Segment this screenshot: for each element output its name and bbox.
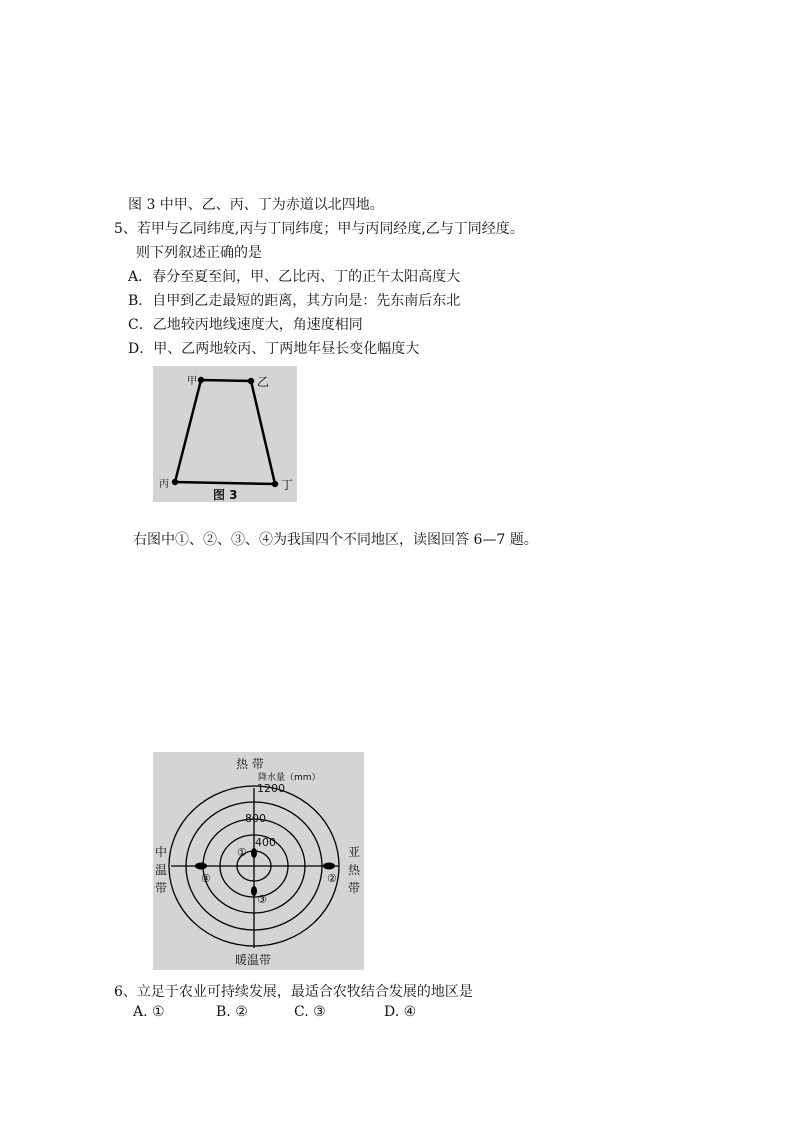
label-jia: 甲 <box>187 376 197 387</box>
label-mid-temperate-3: 带 <box>155 881 168 895</box>
label-subtropical-1: 亚 <box>348 845 361 859</box>
label-tropical: 热 带 <box>236 757 264 771</box>
point-jia <box>198 377 204 383</box>
q6-options <box>133 1003 416 1021</box>
point-1-label: ① <box>237 846 247 859</box>
tick-800: 800 <box>245 812 266 825</box>
label-warm-temperate: 暖温带 <box>235 953 272 967</box>
q5-option-a: A．春分至夏至间，甲、乙比丙、丁的正午太阳高度大 <box>128 269 461 285</box>
q6-option-d: D. ④ <box>384 1004 417 1020</box>
tick-1200: 1200 <box>257 782 285 795</box>
q5-stem-2: 则下列叙述正确的是 <box>136 245 262 261</box>
point-4-marker <box>195 863 207 870</box>
q5-option-b: B．自甲到乙走最短的距离，其方向是：先东南后东北 <box>128 293 461 309</box>
label-yi: 乙 <box>257 375 270 389</box>
q6-option-a: A. ① <box>133 1004 165 1020</box>
intro-text: 图 3 中甲、乙、丙、丁为赤道以北四地。 <box>128 197 384 213</box>
rainfall-figure <box>153 752 364 970</box>
label-mid-temperate-2: 温 <box>155 863 168 877</box>
q5-option-d: D．甲、乙两地较丙、丁两地年昼长变化幅度大 <box>128 341 420 357</box>
figure-3 <box>153 366 297 502</box>
q5-stem: 5、若甲与乙同纬度,丙与丁同纬度；甲与丙同经度,乙与丁同经度。 <box>114 221 524 237</box>
point-bing <box>172 479 178 485</box>
point-2-marker <box>323 863 335 870</box>
point-2-label: ② <box>327 872 337 885</box>
point-4-label: ④ <box>201 872 211 885</box>
q6-option-c: C. ③ <box>294 1004 326 1020</box>
intro-2-text: 右图中①、②、③、④为我国四个不同地区，读图回答 6—7 题。 <box>133 532 538 548</box>
point-ding <box>272 481 278 487</box>
trapezoid-outline <box>175 380 275 484</box>
q6-stem: 6、立足于农业可持续发展，最适合农牧结合发展的地区是 <box>114 984 473 1000</box>
label-ding: 丁 <box>281 478 294 492</box>
q5-option-c: C．乙地较丙地线速度大，角速度相同 <box>128 317 363 333</box>
label-subtropical-3: 带 <box>348 881 361 895</box>
label-axis-precipitation: 降水量（mm） <box>258 773 321 783</box>
q6-option-b: B. ② <box>216 1004 248 1020</box>
point-1-marker <box>251 848 257 858</box>
label-bing: 丙 <box>159 479 169 490</box>
label-mid-temperate-1: 中 <box>155 845 168 859</box>
figure-3-caption: 图 3 <box>213 488 238 502</box>
point-yi <box>248 378 254 384</box>
label-subtropical-2: 热 <box>348 863 361 877</box>
point-3-label: ③ <box>257 893 267 906</box>
tick-400: 400 <box>255 836 276 849</box>
